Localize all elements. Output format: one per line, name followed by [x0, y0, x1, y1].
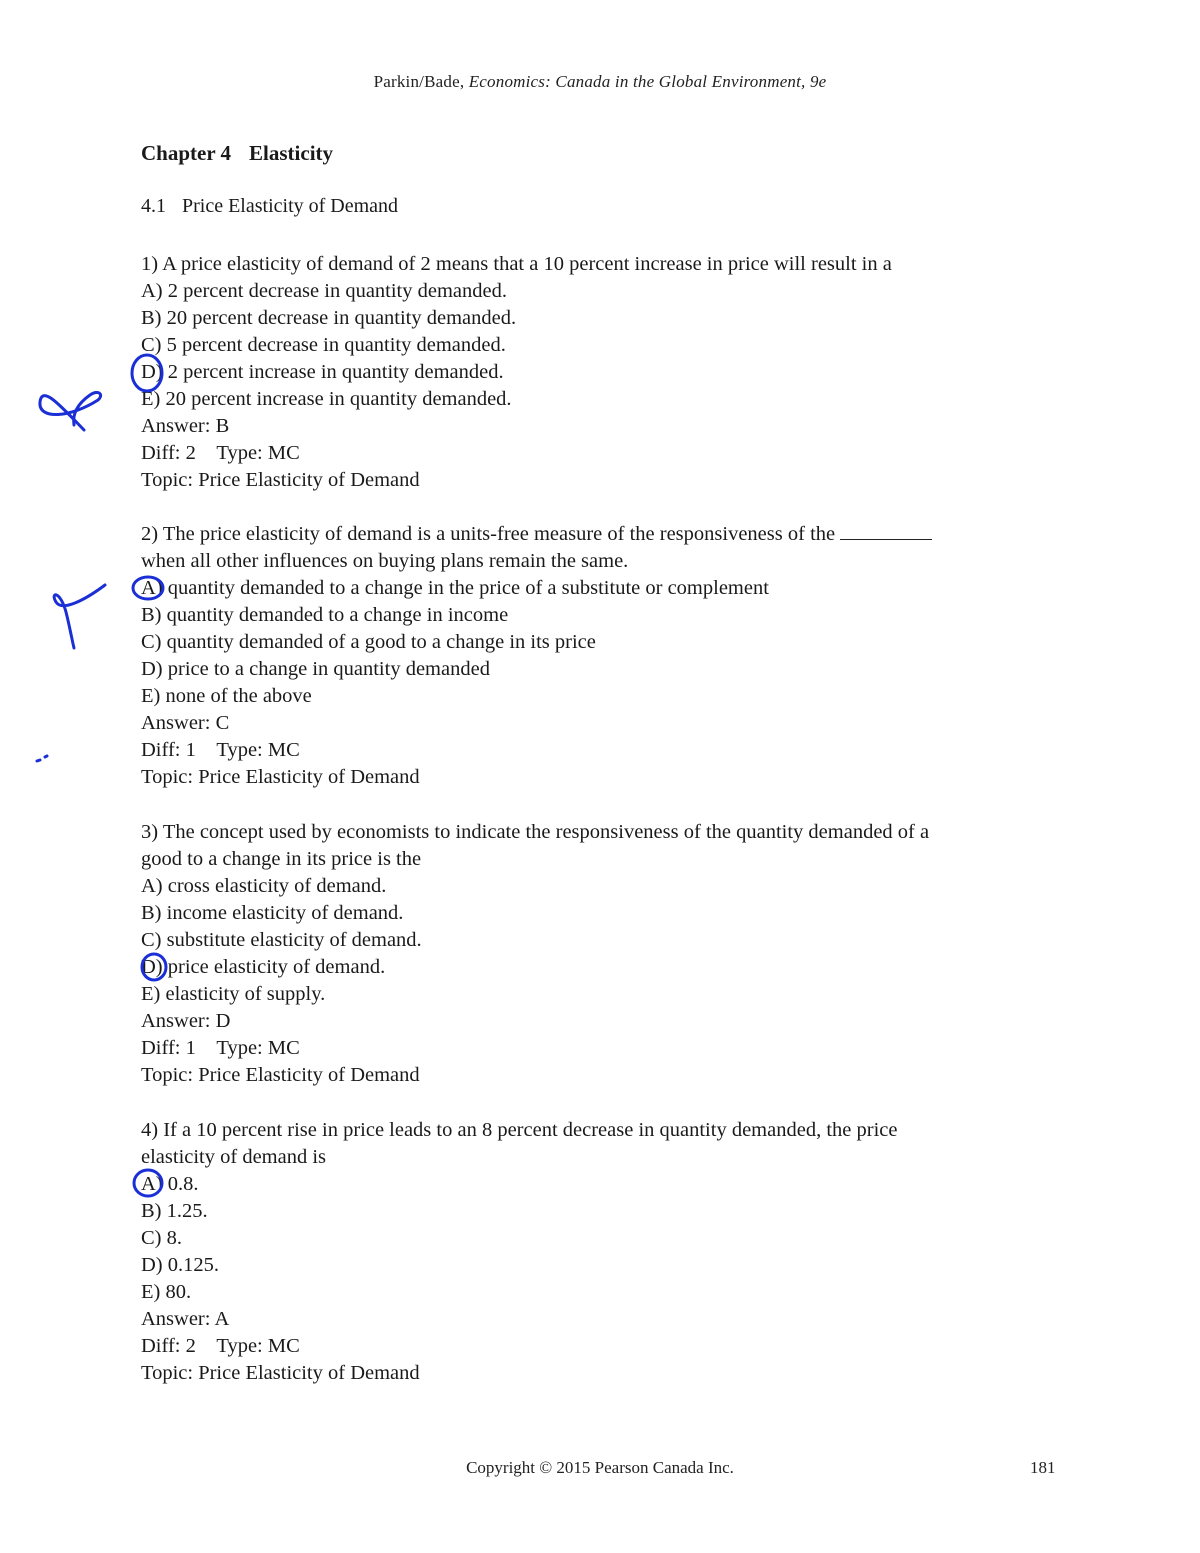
- option-c: C) 8.: [141, 1227, 182, 1249]
- answer: Answer: B: [141, 415, 230, 437]
- difficulty-type: [141, 1333, 1061, 1360]
- option-e: E) none of the above: [141, 685, 312, 707]
- question-stem-line-1: 3) The concept used by economists to indicate the responsiveness of the quantity demanded of a: [141, 821, 930, 843]
- answer: Answer: C: [141, 712, 230, 734]
- option-c: C) 5 percent decrease in quantity demanded.: [141, 334, 506, 356]
- header-book-title: Economics: Canada in the Global Environment, 9e: [468, 72, 827, 91]
- wrong-mark-q2: [54, 585, 105, 648]
- difficulty: Diff: 1: [141, 1037, 196, 1059]
- running-header: [0, 72, 1200, 92]
- option-b: B) quantity demanded to a change in income: [141, 604, 509, 626]
- topic: Topic: Price Elasticity of Demand: [141, 1064, 420, 1086]
- option-e: E) 80.: [141, 1281, 192, 1303]
- question-stem-line-2: when all other influences on buying plans remain the same.: [141, 550, 629, 572]
- chapter-title: Elasticity: [249, 141, 334, 165]
- question-type: Type: MC: [216, 442, 300, 464]
- question-stem-line-1: 2) The price elasticity of demand is a units-free measure of the responsiveness of the: [141, 523, 836, 545]
- topic: Topic: Price Elasticity of Demand: [141, 766, 420, 788]
- answer: Answer: A: [141, 1308, 230, 1330]
- chapter-heading: [141, 141, 333, 166]
- question-type: Type: MC: [216, 739, 300, 761]
- topic: Topic: Price Elasticity of Demand: [141, 1362, 420, 1384]
- option-a: A) 2 percent decrease in quantity demanded.: [141, 280, 507, 302]
- page-number: 181: [1030, 1458, 1056, 1477]
- answer: Answer: D: [141, 1010, 231, 1032]
- topic: Topic: Price Elasticity of Demand: [141, 469, 420, 491]
- difficulty-type: [141, 1035, 1061, 1062]
- answer-blank: [840, 523, 932, 540]
- difficulty: Diff: 1: [141, 739, 196, 761]
- chapter-number: Chapter 4: [141, 141, 232, 165]
- difficulty: Diff: 2: [141, 442, 196, 464]
- option-e: E) 20 percent increase in quantity demanded.: [141, 388, 512, 410]
- option-b: B) income elasticity of demand.: [141, 902, 404, 924]
- option-d: D) 0.125.: [141, 1254, 220, 1276]
- section-number: 4.1: [141, 195, 166, 217]
- option-d: D) price to a change in quantity demanded: [141, 658, 490, 680]
- option-d: D) price elasticity of demand.: [141, 956, 386, 978]
- option-a: A) quantity demanded to a change in the price of a substitute or complement: [141, 577, 769, 599]
- question-2: [141, 521, 1061, 791]
- option-b: B) 20 percent decrease in quantity demanded.: [141, 307, 517, 329]
- question-stem: [141, 521, 1061, 548]
- question-type: Type: MC: [216, 1037, 300, 1059]
- difficulty-type: [141, 737, 1061, 764]
- question-stem-line-2: good to a change in its price is the: [141, 848, 422, 870]
- option-a: A) cross elasticity of demand.: [141, 875, 387, 897]
- difficulty: Diff: 2: [141, 1335, 196, 1357]
- header-authors: Parkin/Bade,: [373, 72, 465, 91]
- wrong-mark-q1: [40, 392, 101, 430]
- question-stem-line-2: elasticity of demand is: [141, 1146, 327, 1168]
- option-d: D) 2 percent increase in quantity demanded.: [141, 361, 504, 383]
- option-e: E) elasticity of supply.: [141, 983, 326, 1005]
- section-heading: [141, 195, 398, 218]
- question-stem-line-1: 4) If a 10 percent rise in price leads to an 8 percent decrease in quantity demanded, the price: [141, 1119, 898, 1141]
- option-b: B) 1.25.: [141, 1200, 208, 1222]
- option-a: A) 0.8.: [141, 1173, 199, 1195]
- section-title: Price Elasticity of Demand: [182, 195, 399, 217]
- option-c: C) substitute elasticity of demand.: [141, 929, 422, 951]
- copyright-notice: Copyright © 2015 Pearson Canada Inc.: [466, 1458, 734, 1477]
- ink-dots: [37, 756, 47, 761]
- question-1: [141, 251, 1061, 494]
- option-c: C) quantity demanded of a good to a change in its price: [141, 631, 596, 653]
- question-stem: 1) A price elasticity of demand of 2 means that a 10 percent increase in price will result in a: [141, 253, 892, 275]
- difficulty-type: [141, 440, 1061, 467]
- question-3: [141, 819, 1061, 1089]
- question-type: Type: MC: [216, 1335, 300, 1357]
- question-4: [141, 1117, 1061, 1387]
